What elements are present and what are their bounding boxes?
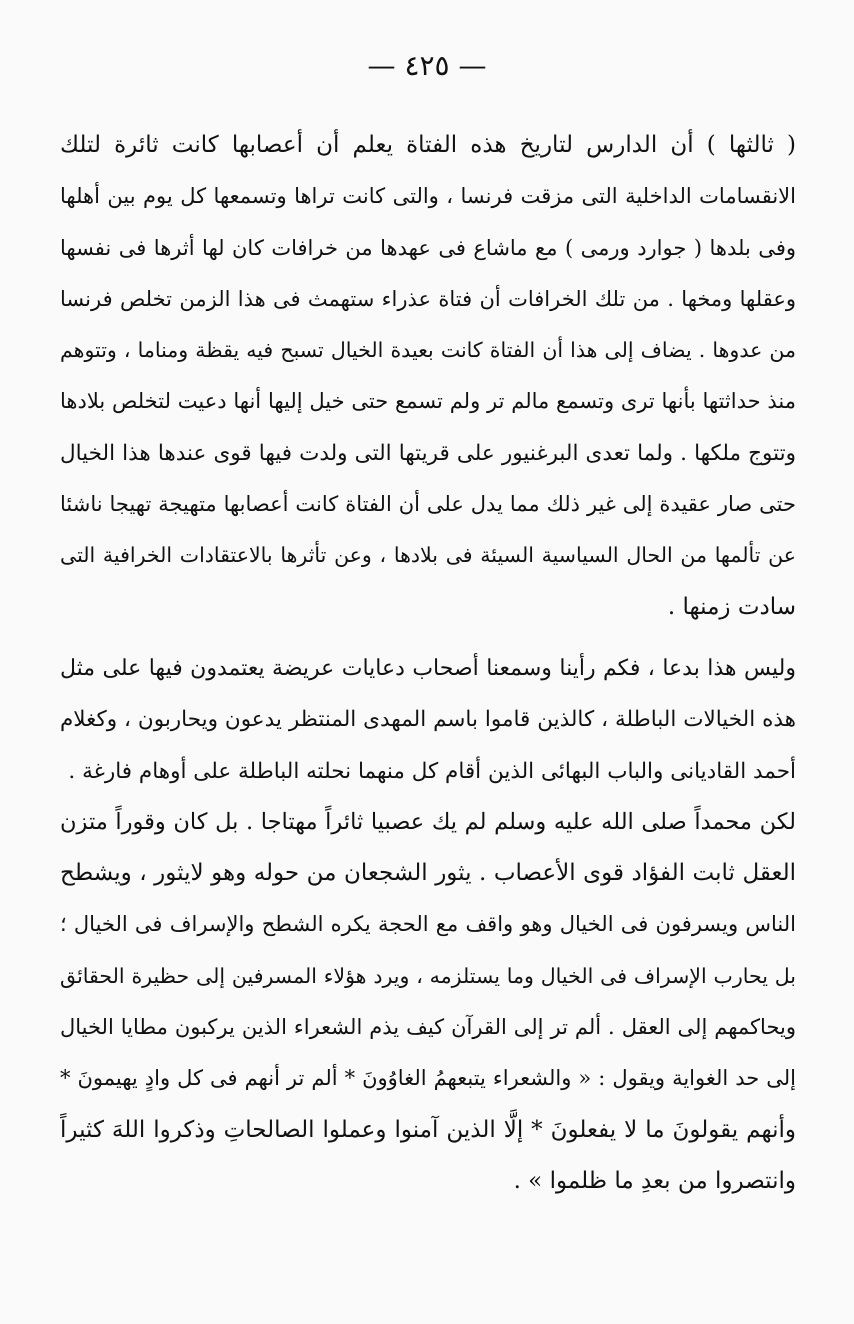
text-line: لكن محمداً صلى الله عليه وسلم لم يك عصبيا ثائراً مهتاجا . بل كان وقوراً متزن — [60, 808, 796, 835]
text-line: العقل ثابت الفؤاد قوى الأعصاب . يثور الشجعان من حوله وهو لايثور ، ويشطح — [60, 860, 796, 887]
text-line: عن تألمها من الحال السياسية السيئة فى بلادها ، وعن تأثرها بالاعتقادات الخرافية التى — [60, 543, 796, 568]
paragraph-3 — [60, 797, 796, 1207]
text-line: وعقلها ومخها . من تلك الخرافات أن فتاة عذراء ستهمث فى هذا الزمن تخلص فرنسا — [60, 286, 796, 311]
text-line: هذه الخيالات الباطلة ، كالذين قاموا باسم المهدى المنتظر يدعون ويحاربون ، وكغلام — [60, 707, 796, 733]
text-line: ( ثالثها ) أن الدارس لتاريخ هذه الفتاة يعلم أن أعصابها كانت ثائرة لتلك — [60, 132, 796, 158]
text-line: بل يحارب الإسراف فى الخيال وما يستلزمه ، ويرد هؤلاء المسرفين إلى حظيرة الحقائق — [60, 963, 796, 988]
text-line: وليس هذا بدعا ، فكم رأينا وسمعنا أصحاب دعايات عريضة يعتمدون فيها على مثل — [60, 655, 796, 681]
text-line: وفى بلدها ( جوارد ورمى ) مع ماشاع فى عهدها من خرافات كان لها أثرها فى نفسها — [60, 235, 796, 260]
text-line: وانتصروا من بعدِ ما ظلموا » . — [513, 1167, 796, 1194]
text-line: الناس ويسرفون فى الخيال وهو واقف مع الحجة يكره الشطح والإسراف فى الخيال ؛ — [60, 912, 796, 937]
body-text — [60, 120, 796, 1207]
text-line: سادت زمنها . — [667, 593, 796, 620]
paragraph-1 — [60, 120, 796, 633]
text-line: أحمد القاديانى والباب البهائى الذين أقام كل منهما نحلته الباطلة على أوهام فارغة . — [68, 758, 796, 784]
paragraph-gap — [60, 633, 796, 643]
text-line: إلى حد الغواية ويقول : « والشعراء يتبعهمُ الغاوُونَ * ألم تر أنهم فى كل وادٍ يهيمونَ * — [60, 1066, 796, 1091]
text-line: منذ حداثتها بأنها ترى وتسمع مالم تر ولم تسمع حتى خيل إليها أنها دعيت لتخلص بلادها — [60, 389, 796, 414]
text-line: ويحاكمهم إلى العقل . ألم تر إلى القرآن كيف يذم الشعراء الذين يركبون مطايا الخيال — [60, 1015, 796, 1040]
text-line: وأنهم يقولونَ ما لا يفعلونَ * إلَّا الذين آمنوا وعملوا الصالحاتِ وذكروا اللهَ كثيراً — [60, 1116, 796, 1143]
text-line: وتتوج ملكها . ولما تعدى البرغنيور على قريتها التى ولدت فيها قوى عندها هذا الخيال — [60, 440, 796, 466]
text-line: حتى صار عقيدة إلى غير ذلك مما يدل على أن الفتاة كانت أعصابها متهيجة تهيجا ناشئا — [60, 492, 796, 517]
paragraph-2 — [60, 643, 796, 797]
page-number: — ٤٢٥ — — [367, 49, 487, 82]
text-line: من عدوها . يضاف إلى هذا أن الفتاة كانت بعيدة الخيال تسبح فيه يقظة ومناما ، وتتوهم — [60, 338, 796, 363]
text-line: الانقسامات الداخلية التى مزقت فرنسا ، والتى كانت تراها وتسمعها كل يوم بين أهلها — [60, 184, 796, 209]
